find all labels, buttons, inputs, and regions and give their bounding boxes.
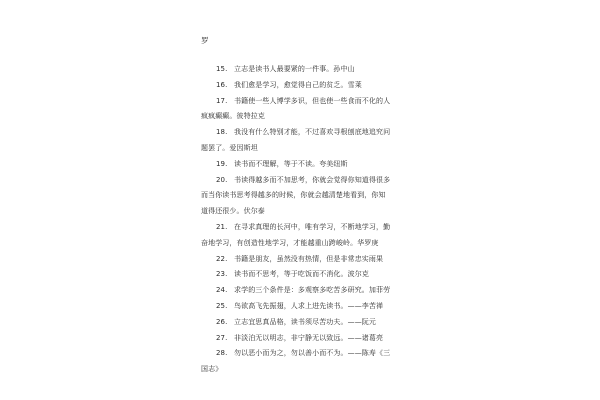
quote-line xyxy=(201,173,411,189)
quote-number: 16. xyxy=(216,80,228,89)
quote-text: 而当你读书思考得越多的时候，你就会越清楚地看到，你知 xyxy=(201,191,386,200)
quote-number: 20. xyxy=(216,175,228,184)
quote-text: 在寻求真理的长河中，唯有学习，不断地学习，勤 xyxy=(234,222,391,231)
quote-number: 22. xyxy=(216,254,228,263)
quote-text: 鸟欲高飞先振翅，人求上进先读书。——李苦禅 xyxy=(234,301,384,310)
quote-line xyxy=(201,283,411,299)
quote-text: 我们愈是学习，愈觉得自己的贫乏。雪莱 xyxy=(234,80,362,89)
quote-line xyxy=(201,62,411,78)
quote-number: 27. xyxy=(216,333,228,342)
quote-number: 17. xyxy=(216,96,228,105)
quote-text: 求学的三个条件是：多观察多吃苦多研究。加菲劳 xyxy=(234,286,391,295)
quote-number: 28. xyxy=(216,349,228,358)
quote-list xyxy=(201,62,411,378)
quote-text: 我没有什么特别才能，不过喜欢寻根刨底地追究问 xyxy=(234,128,391,137)
quote-line xyxy=(201,78,411,94)
quote-number: 21. xyxy=(216,222,228,231)
quote-continuation xyxy=(201,109,411,125)
quote-number: 25. xyxy=(216,301,228,310)
quote-line xyxy=(201,94,411,110)
quote-continuation xyxy=(201,204,411,220)
quote-line xyxy=(201,252,411,268)
page-fragment-text: 罗 xyxy=(201,36,209,45)
quote-line xyxy=(201,220,411,236)
quote-text: 道得还很少。伏尔泰 xyxy=(201,207,265,216)
quote-number: 26. xyxy=(216,317,228,326)
quote-number: 18. xyxy=(216,128,228,137)
quote-continuation xyxy=(201,141,411,157)
quote-text: 疯疯癫癫。彼特拉克 xyxy=(201,112,265,121)
quote-continuation xyxy=(201,236,411,252)
quote-text: 奋地学习，有创造性地学习，才能越重山跨峻岭。华罗庚 xyxy=(201,238,379,247)
quote-text: 读书而不理解，等于不读。夸美纽斯 xyxy=(234,159,348,168)
quote-text: 书籍是朋友，虽然没有热情，但是非常忠实雨果 xyxy=(234,254,384,263)
quote-text: 立志是读书人最要紧的一件事。孙中山 xyxy=(234,65,355,73)
quote-text: 勿以恶小而为之，勿以善小而不为。——陈寿《三 xyxy=(234,349,391,358)
quote-text: 书籍使一些人博学多识，但也使一些食而不化的人 xyxy=(234,96,391,105)
quote-line xyxy=(201,315,411,331)
quote-line xyxy=(201,157,411,173)
quote-number: 19. xyxy=(216,159,228,168)
quote-text: 立志宜思真品格，读书须尽苦功夫。——阮元 xyxy=(234,317,376,326)
quote-number: 24. xyxy=(216,286,228,295)
quote-text: 非淡泊无以明志，非宁静无以致远。——诸葛亮 xyxy=(234,333,384,342)
quote-line xyxy=(201,125,411,141)
quote-line xyxy=(201,346,411,362)
quote-text: 读书而不思考，等于吃饭而不消化。波尔克 xyxy=(234,270,369,279)
quote-continuation xyxy=(201,362,411,378)
quote-line xyxy=(201,267,411,283)
quote-line xyxy=(201,331,411,347)
quote-line xyxy=(201,299,411,315)
quote-number: 23. xyxy=(216,270,228,279)
quote-text: 题罢了。爱因斯坦 xyxy=(201,143,258,152)
quote-text: 书读得越多而不加思考，你就会觉得你知道得很多 xyxy=(234,175,391,184)
quote-number: 15. xyxy=(216,65,228,73)
quote-continuation xyxy=(201,188,411,204)
quote-text: 国志》 xyxy=(201,365,223,374)
